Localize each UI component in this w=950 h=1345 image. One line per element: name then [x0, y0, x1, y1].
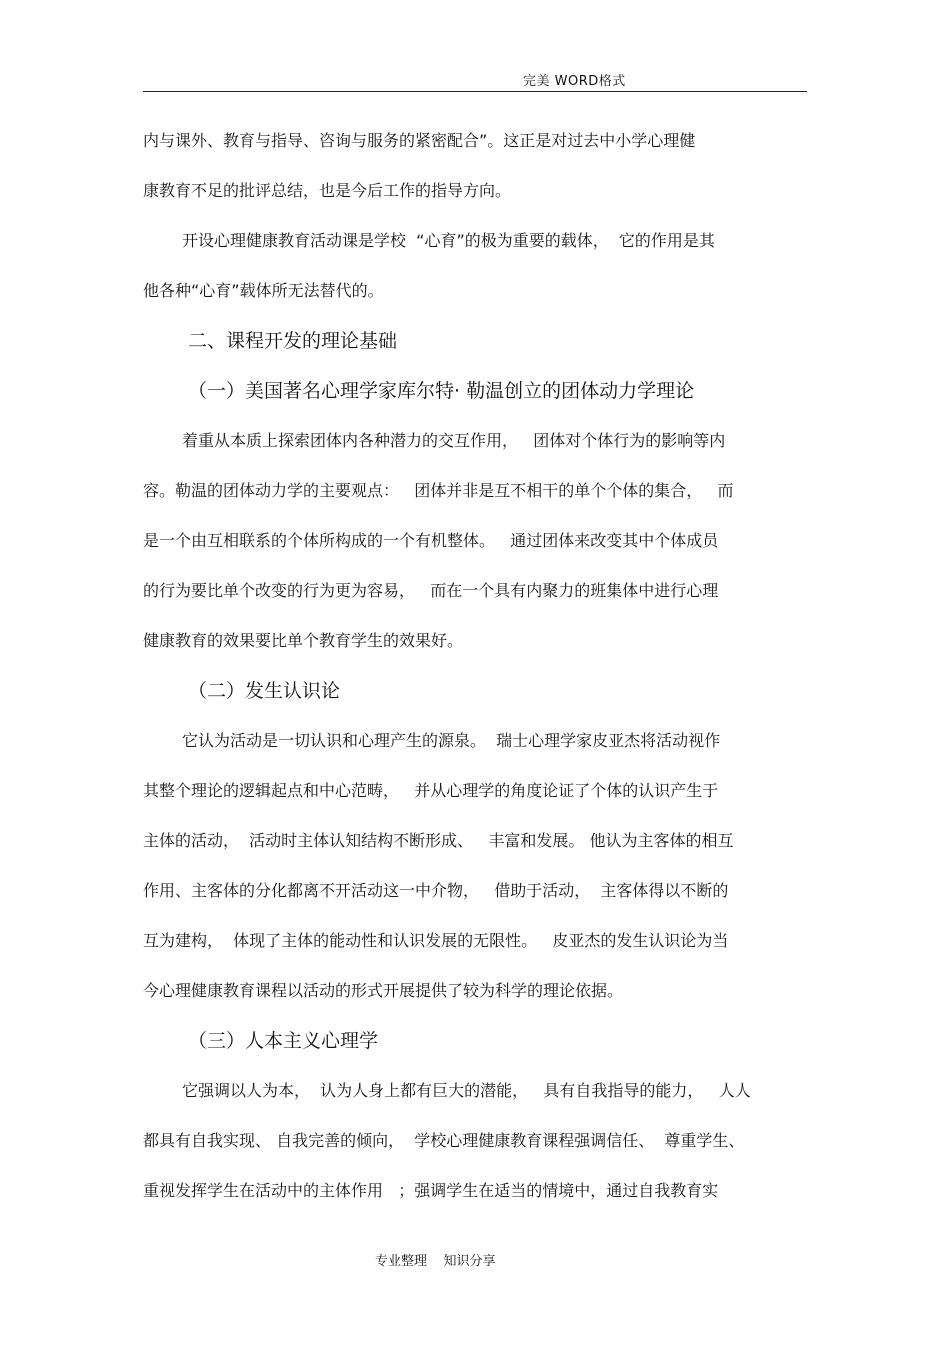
- body-line: 着重从本质上探索团体内各种潜力的交互作用， 团体对个体行为的影响等内: [182, 431, 726, 450]
- body-line: 开设心理健康教育活动课是学校 “心育”的极为重要的载体， 它的作用是其: [182, 231, 715, 250]
- subsection-heading: （二）发生认识论: [188, 680, 341, 702]
- subsection-heading: （三）人本主义心理学: [188, 1030, 379, 1052]
- body-line: 它强调以人为本， 认为人身上都有巨大的潜能， 具有自我指导的能力， 人人: [182, 1081, 751, 1100]
- page-header-title: 完美 WORD格式: [523, 74, 626, 89]
- body-line: 的行为要比单个改变的行为更为容易， 而在一个具有内聚力的班集体中进行心理: [143, 581, 719, 600]
- body-line: 它认为活动是一切认识和心理产生的源泉。 瑞士心理学家皮亚杰将活动视作: [182, 731, 721, 750]
- body-line: 容。勒温的团体动力学的主要观点： 团体并非是互不相干的单个个体的集合， 而: [143, 481, 734, 500]
- body-line: 都具有自我实现、 自我完善的倾向， 学校心理健康教育课程强调信任、 尊重学生、: [143, 1131, 745, 1150]
- section-heading: 二、课程开发的理论基础: [188, 330, 398, 352]
- body-line: 他各种“心育”载体所无法替代的。: [143, 281, 384, 300]
- body-line: 康教育不足的批评总结，也是今后工作的指导方向。: [143, 181, 512, 200]
- subsection-heading: （一）美国著名心理学家库尔特· 勒温创立的团体动力学理论: [188, 380, 695, 402]
- body-line: 主体的活动， 活动时主体认知结构不断形成、 丰富和发展。 他认为主客体的相互: [143, 831, 734, 850]
- body-line: 作用、主客体的分化都离不开活动这一中介物， 借助于活动， 主客体得以不断的: [143, 881, 729, 900]
- header-divider: [143, 91, 807, 92]
- body-line: 健康教育的效果要比单个教育学生的效果好。: [143, 631, 464, 650]
- body-line: 今心理健康教育课程以活动的形式开展提供了较为科学的理论依据。: [143, 981, 624, 1000]
- page-footer: 专业整理 知识分享: [375, 1254, 496, 1269]
- body-line: 互为建构， 体现了主体的能动性和认识发展的无限性。 皮亚杰的发生认识论为当: [143, 931, 729, 950]
- body-line: 其整个理论的逻辑起点和中心范畴， 并从心理学的角度论证了个体的认识产生于: [143, 781, 719, 800]
- body-line: 是一个由互相联系的个体所构成的一个有机整体。 通过团体来改变其中个体成员: [143, 531, 719, 550]
- body-line: 内与课外、教育与指导、咨询与服务的紧密配合”。这正是对过去中小学心理健: [143, 131, 696, 150]
- body-line: 重视发挥学生在活动中的主体作用 ；强调学生在适当的情境中，通过自我教育实: [143, 1181, 719, 1200]
